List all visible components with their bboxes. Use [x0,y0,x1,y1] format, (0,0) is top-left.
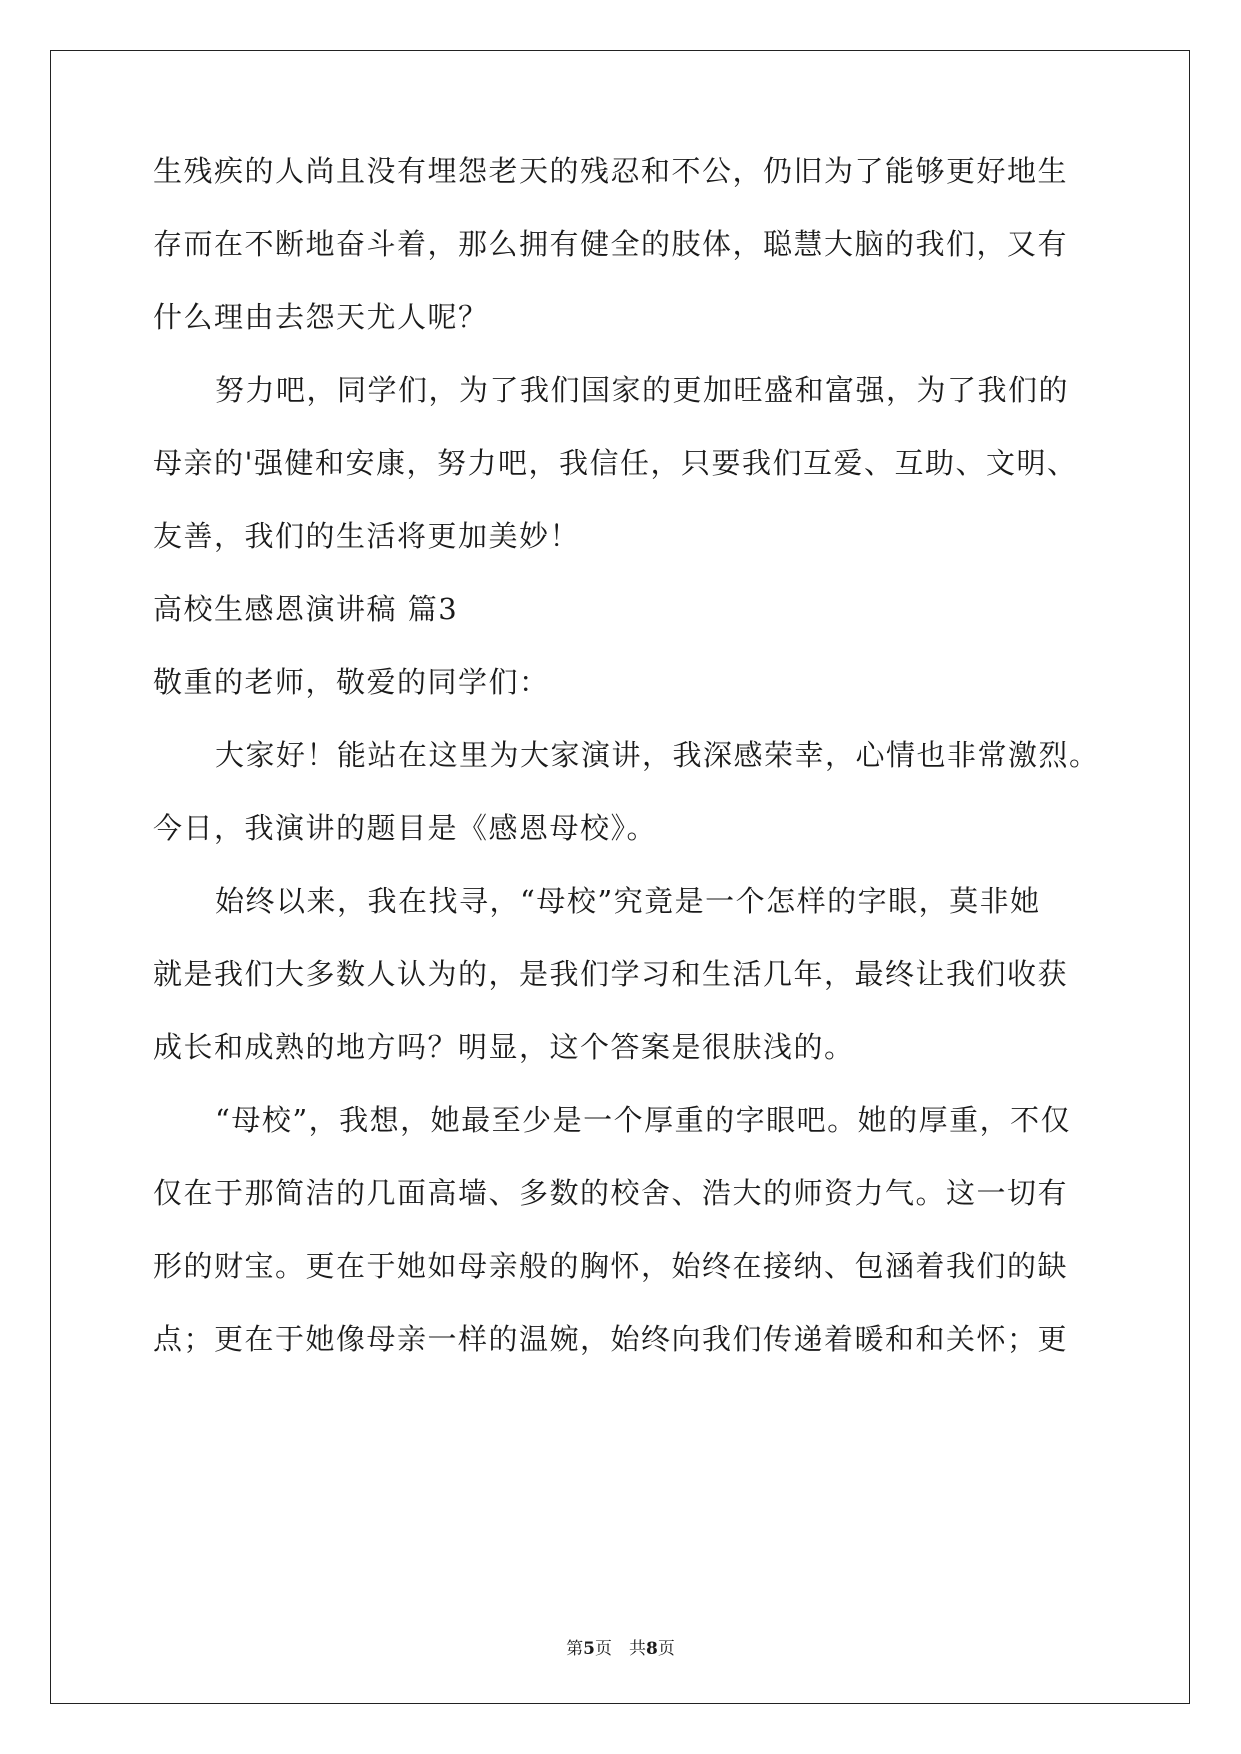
salutation: 敬重的老师，敬爱的同学们： [153,665,550,699]
paragraph-line: 就是我们大多数人认为的，是我们学习和生活几年，最终让我们收获 [153,957,1069,991]
paragraph-line: 什么理由去怨天尤人呢？ [153,300,489,334]
page-border [50,50,1190,1704]
footer-prefix: 第 [566,1639,584,1659]
paragraph-line: 生残疾的人尚且没有埋怨老天的残忍和不公，仍旧为了能够更好地生 [153,154,1069,188]
paragraph-line: 大家好！能站在这里为大家演讲，我深感荣幸，心情也非常激烈。 [215,738,1100,772]
paragraph-line: 母亲的'强健和安康，努力吧，我信任，只要我们互爱、互助、文明、 [153,446,1078,480]
footer-middle: 页 共 [595,1639,646,1659]
page-footer [0,1641,1241,1658]
paragraph-line: 仅在于那简洁的几面高墙、多数的校舍、浩大的师资力气。这一切有 [153,1176,1069,1210]
paragraph-line: 努力吧，同学们，为了我们国家的更加旺盛和富强，为了我们的 [215,373,1070,407]
total-pages-number: 8 [646,1639,658,1659]
paragraph-line: 始终以来，我在找寻，“母校”究竟是一个怎样的字眼，莫非她 [215,884,1041,918]
paragraph-line: 友善，我们的生活将更加美妙！ [153,519,581,553]
paragraph-line: 今日，我演讲的题目是《感恩母校》。 [153,811,658,845]
paragraph-line: 点；更在于她像母亲一样的温婉，始终向我们传递着暖和和关怀；更 [153,1322,1069,1356]
paragraph-line: 存而在不断地奋斗着，那么拥有健全的肢体，聪慧大脑的我们，又有 [153,227,1069,261]
section-heading: 高校生感恩演讲稿 篇3 [153,592,459,626]
paragraph-line: 成长和成熟的地方吗？明显，这个答案是很肤浅的。 [153,1030,855,1064]
footer-suffix: 页 [657,1639,675,1659]
paragraph-line: “母校”，我想，她最至少是一个厚重的字眼吧。她的厚重，不仅 [215,1103,1072,1137]
current-page-number: 5 [583,1639,595,1659]
paragraph-line: 形的财宝。更在于她如母亲般的胸怀，始终在接纳、包涵着我们的缺 [153,1249,1069,1283]
